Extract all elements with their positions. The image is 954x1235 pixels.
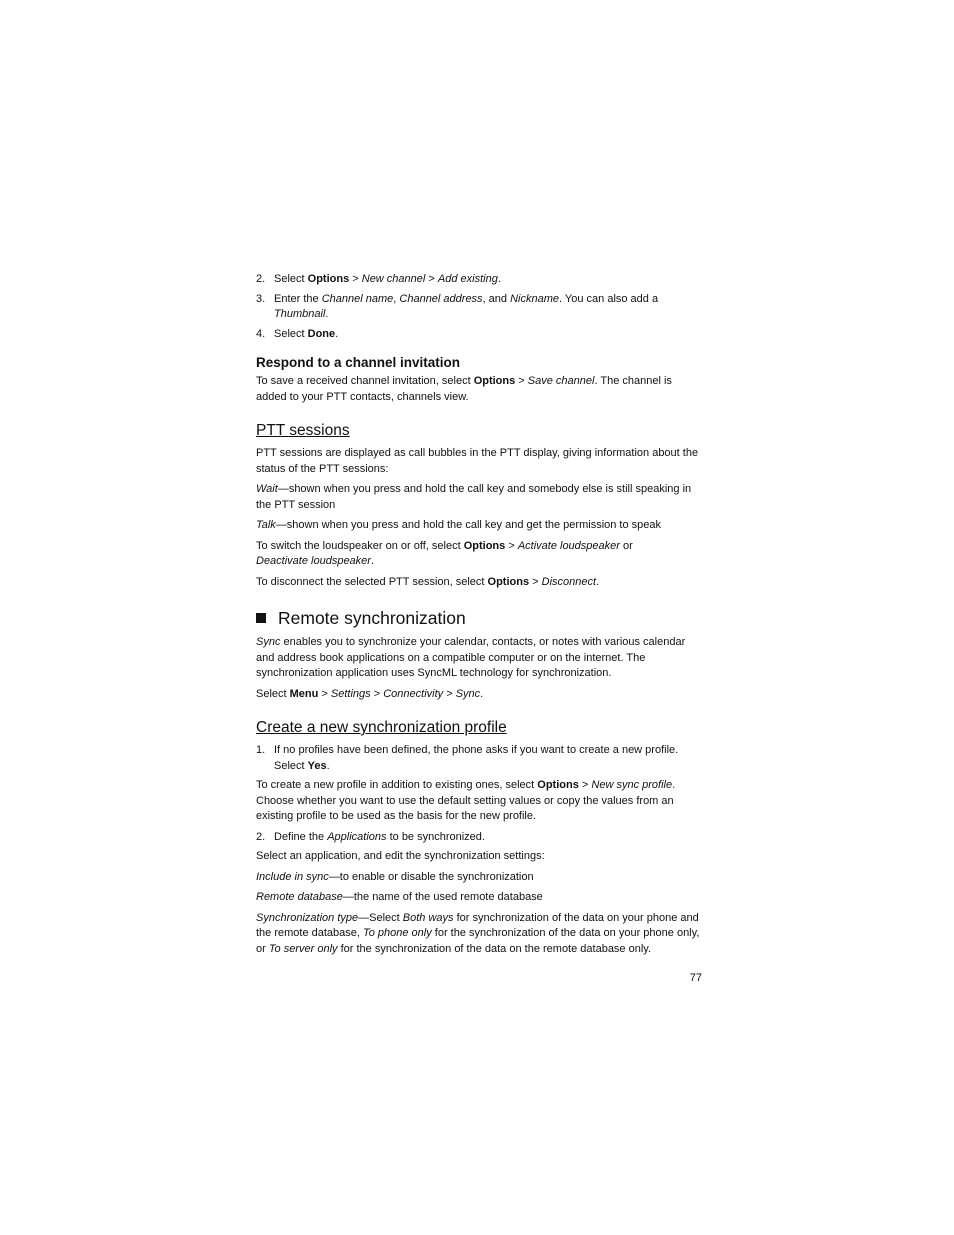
page-number: 77 <box>689 972 702 984</box>
section-heading-ptt-sessions: PTT sessions <box>256 422 350 439</box>
list-item: 2. Define the Applications to be synchronized. <box>256 830 485 843</box>
list-item: 1. If no profiles have been defined, the phone asks if you want to create a new profile. Select Yes. <box>256 744 679 772</box>
square-bullet-icon <box>256 613 266 623</box>
section-heading-create-profile: Create a new synchronization profile <box>256 719 507 736</box>
ptt-disconnect-paragraph: To disconnect the selected PTT session, select Options > Disconnect. <box>256 575 600 588</box>
sync-menu-path: Select Menu > Settings > Connectivity > Sync. <box>256 687 484 700</box>
list-item: 2. Select Options > New channel > Add existing. <box>256 273 501 285</box>
list-item: 3. Enter the Channel name, Channel address, and Nickname. You can also add a Thumbnail. <box>256 292 659 320</box>
ptt-wait-definition: Wait—shown when you press and hold the call key and somebody else is still speaking in the PTT session <box>256 483 692 511</box>
section-heading-respond: Respond to a channel invitation <box>256 355 461 370</box>
ptt-loudspeaker-paragraph: To switch the loudspeaker on or off, select Options > Activate loudspeaker or Deactivate loudspeaker. <box>256 539 633 567</box>
ptt-talk-definition: Talk—shown when you press and hold the call key and get the permission to speak <box>256 519 662 531</box>
ptt-intro: PTT sessions are displayed as call bubbles in the PTT display, giving information about the status of the PTT sessions: <box>256 447 699 475</box>
respond-paragraph: To save a received channel invitation, select Options > Save channel. The channel is added to your PTT contacts, channels view. <box>256 375 672 403</box>
new-profile-paragraph: To create a new profile in addition to existing ones, select Options > New sync profile. Choose whether you want to use the default setting values or copy the values from an existing profile to be used as the basis for the new profile. <box>256 779 676 822</box>
remote-database-definition: Remote database—the name of the used remote database <box>256 891 543 903</box>
include-in-sync-definition: Include in sync—to enable or disable the synchronization <box>256 870 534 883</box>
list-item: 4. Select Done. <box>256 327 339 340</box>
manual-page <box>256 272 702 987</box>
section-heading-remote-sync: Remote synchronization <box>256 607 702 629</box>
sync-description: Sync enables you to synchronize your calendar, contacts, or notes with various calendar and address book applications on a compatible computer or on the internet. The synchronization application uses SyncML technology for synchronization. <box>256 636 686 679</box>
sync-type-definition: Synchronization type—Select Both ways for synchronization of the data on your phone and the remote database, To phone only for the synchronization of the data on your phone only, or To server only for the synchronization of the data on the remote database only. <box>256 911 700 955</box>
select-application-paragraph: Select an application, and edit the synchronization settings: <box>256 850 545 862</box>
